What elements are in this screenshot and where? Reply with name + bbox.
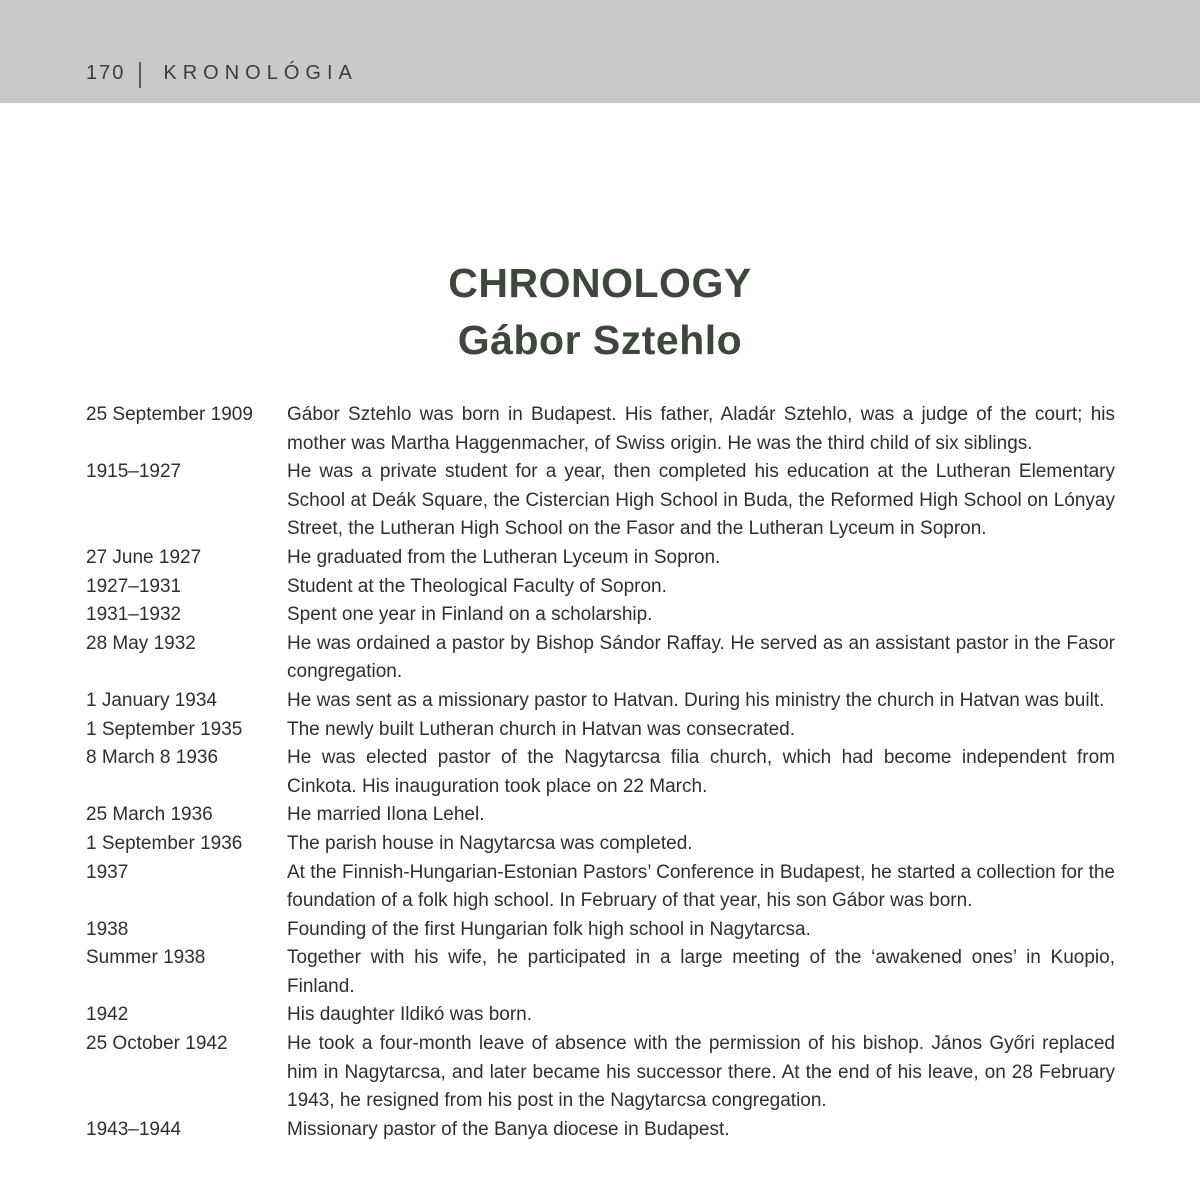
timeline-date: 1931–1932 [86,604,182,626]
timeline-description: He took a four-month leave of absence with the permission of his bishop. János Győri replaced him in Nagytarcsa, and later became his successor there. At the end of his leave, on 28 February 1943, he resigned from his post in the Nagytarcsa congregation. [287,1033,1115,1112]
timeline-row [86,687,1115,716]
timeline-description: Gábor Sztehlo was born in Budapest. His father, Aladár Sztehlo, was a judge of the court; his mother was Martha Haggenmacher, of Swiss origin. He was the third child of six siblings. [287,404,1115,454]
timeline-description: The newly built Lutheran church in Hatvan was consecrated. [287,718,795,740]
timeline-row [86,744,1115,801]
timeline-date: 25 October 1942 [86,1033,228,1055]
timeline-row [86,916,1115,945]
timeline-date: 8 March 8 1936 [86,747,219,769]
timeline-row [86,1116,1115,1145]
timeline-description: Founding of the first Hungarian folk high school in Nagytarcsa. [287,918,811,940]
section-title: KRONOLÓGIA [163,61,358,84]
timeline-description: At the Finnish-Hungarian-Estonian Pastors’ Conference in Budapest, he started a collection for the foundation of a folk high school. In February of that year, his son Gábor was born. [287,861,1115,912]
timeline-row [86,1001,1115,1030]
timeline-date: 1 September 1935 [86,718,243,740]
timeline-date: 1942 [86,1004,129,1026]
timeline-row [86,458,1115,544]
timeline-description: Student at the Theological Faculty of Sopron. [287,575,667,597]
timeline-description: He graduated from the Lutheran Lyceum in Sopron. [287,546,721,568]
timeline-description: Spent one year in Finland on a scholarship. [287,604,653,626]
timeline-date: 1927–1931 [86,575,182,597]
header-inner [86,60,358,86]
timeline-date: 1915–1927 [86,461,182,483]
timeline-date: 1937 [86,861,129,883]
timeline-row [86,601,1115,630]
timeline-date: 27 June 1927 [86,546,202,568]
timeline-date: 28 May 1932 [86,632,196,654]
timeline-row [86,830,1115,859]
timeline-date: 1 September 1936 [86,832,243,854]
header-separator-line [139,62,141,88]
timeline-row [86,801,1115,830]
timeline-description: Missionary pastor of the Banya diocese in Budapest. [287,1118,730,1140]
timeline-row [86,544,1115,573]
timeline-row [86,401,1115,458]
timeline-row [86,573,1115,602]
timeline-description: He was sent as a missionary pastor to Hatvan. During his ministry the church in Hatvan was built. [287,689,1105,711]
timeline-row [86,1030,1115,1116]
page-number: 170 [86,61,126,84]
page-title-line1: CHRONOLOGY [448,260,752,306]
timeline-description: He married Ilona Lehel. [287,804,485,826]
header-bar [0,0,1200,103]
timeline-date: Summer 1938 [86,947,206,969]
timeline-date: 1938 [86,918,129,940]
timeline-description: The parish house in Nagytarcsa was completed. [287,832,693,854]
timeline-row [86,859,1115,916]
timeline-row [86,944,1115,1001]
timeline-row [86,630,1115,687]
timeline [86,401,1115,1144]
page-title-line2: Gábor Sztehlo [457,317,743,363]
timeline-description: He was a private student for a year, then completed his education at the Lutheran Elementary School at Deák Square, the Cistercian High School in Buda, the Reformed High School on Lónyay Street, the Lutheran High School on the Fasor and the Lutheran Lyceum in Sopron. [287,461,1115,540]
timeline-date: 1943–1944 [86,1118,182,1140]
timeline-description: He was ordained a pastor by Bishop Sándor Raffay. He served as an assistant pastor in the Fasor congregation. [287,632,1115,683]
timeline-description: Together with his wife, he participated in a large meeting of the ‘awakened ones’ in Kuopio, Finland. [287,947,1115,997]
timeline-row [86,716,1115,745]
timeline-date: 1 January 1934 [86,689,217,711]
timeline-date: 25 March 1936 [86,804,213,826]
timeline-description: He was elected pastor of the Nagytarcsa filia church, which had become independent from Cinkota. His inauguration took place on 22 March. [287,747,1115,797]
page-title [0,255,1200,369]
timeline-date: 25 September 1909 [86,404,253,425]
timeline-description: His daughter Ildikó was born. [287,1004,533,1026]
